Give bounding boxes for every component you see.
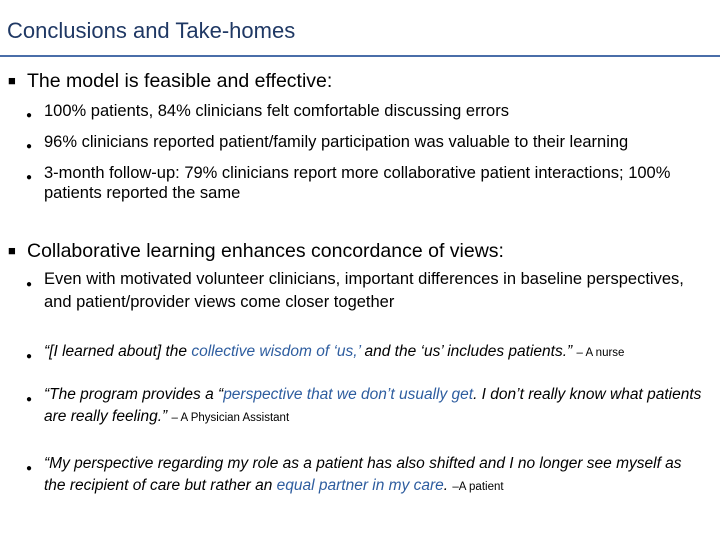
quote-text: “[I learned about] the collective wisdom of ‘us,’ and the ‘us’ includes patients.” – A nurse bbox=[44, 343, 625, 360]
square-bullet-icon: ■ bbox=[8, 243, 16, 258]
quote-text: “My perspective regarding my role as a patient has also shifted and I no longer see myself as the recipient of care but rather an equal partner in my care. –A patient bbox=[44, 455, 682, 494]
dot-bullet-icon: ● bbox=[26, 172, 33, 183]
bullet-heading: Collaborative learning enhances concordance of views: bbox=[27, 240, 504, 262]
highlight-text: collective wisdom of ‘us,’ bbox=[191, 343, 361, 360]
square-bullet-icon: ■ bbox=[8, 73, 16, 88]
title-divider bbox=[0, 55, 720, 57]
list-item bbox=[26, 101, 706, 126]
list-item-text: 3-month follow-up: 79% clinicians report more collaborative patient interactions; 100% patients reported the same bbox=[44, 164, 671, 202]
dot-bullet-icon: ● bbox=[26, 394, 33, 405]
dot-bullet-icon: ● bbox=[26, 351, 33, 362]
list-item-text: 100% patients, 84% clinicians felt comfortable discussing errors bbox=[44, 102, 509, 120]
dot-bullet-icon: ● bbox=[26, 463, 33, 474]
quote-attribution: – A Physician Assistant bbox=[171, 412, 290, 424]
bullet-feasible bbox=[8, 70, 332, 93]
highlight-text: perspective that we don’t usually get bbox=[223, 386, 474, 403]
feasible-sublist bbox=[26, 101, 706, 203]
list-item bbox=[26, 132, 706, 157]
quote-text: “The program provides a “perspective that we don’t usually get. I don’t really know what patients are really feeling.” – A Physician Assistant bbox=[44, 386, 702, 425]
quote-physician-assistant bbox=[26, 384, 706, 429]
list-item bbox=[26, 163, 706, 203]
list-item-text: 96% clinicians reported patient/family participation was valuable to their learning bbox=[44, 133, 629, 151]
dot-bullet-icon: ● bbox=[26, 279, 33, 290]
highlight-text: equal partner in my care bbox=[276, 477, 444, 494]
bullet-concordance bbox=[8, 240, 504, 263]
dot-bullet-icon: ● bbox=[26, 141, 33, 152]
quote-attribution: –A patient bbox=[452, 481, 504, 493]
quote-patient bbox=[26, 453, 706, 498]
list-item-text: Even with motivated volunteer clinicians, important differences in baseline perspectives, and patient/provider views come closer together bbox=[44, 270, 684, 311]
dot-bullet-icon: ● bbox=[26, 110, 33, 121]
concordance-item bbox=[26, 268, 706, 314]
bullet-heading: The model is feasible and effective: bbox=[27, 70, 333, 92]
quote-nurse bbox=[26, 341, 706, 368]
page-title: Conclusions and Take-homes bbox=[7, 18, 296, 43]
quote-attribution: – A nurse bbox=[576, 347, 625, 359]
